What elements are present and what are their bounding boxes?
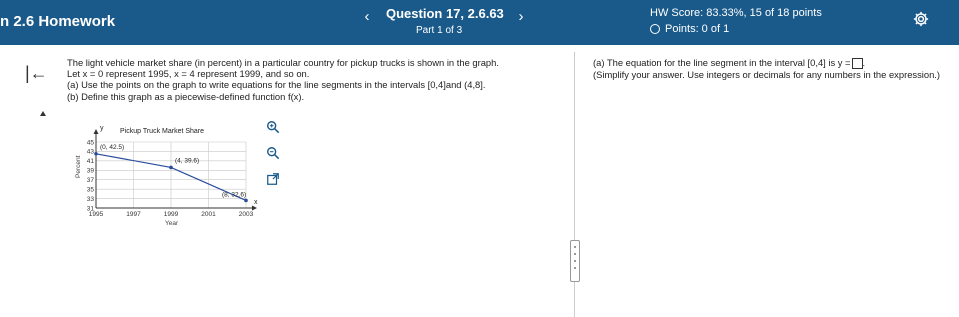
- problem-line-3: (a) Use the points on the graph to write equations for the line segments in the intervals [0,4]and (4,8].: [67, 79, 486, 91]
- x-tick-label: 2003: [238, 211, 254, 218]
- zoom-in-icon[interactable]: [266, 120, 280, 134]
- y-tick-label: 41: [86, 158, 94, 166]
- point-label: (8, 32.6): [222, 191, 247, 199]
- gear-icon[interactable]: [912, 10, 930, 28]
- homework-title: n 2.6 Homework: [0, 13, 116, 30]
- point-label: (0, 42.5): [100, 143, 125, 151]
- problem-text: [67, 57, 567, 102]
- problem-line-2: Let x = 0 represent 1995, x = 4 represent 1999, and so on.: [67, 68, 310, 80]
- points-status: [650, 23, 729, 35]
- y-tick-label: 45: [86, 139, 94, 147]
- zoom-out-icon[interactable]: [266, 146, 280, 160]
- y-axis-variable: y: [100, 125, 104, 132]
- y-axis-label: Percent: [75, 155, 82, 178]
- chart-title: Pickup Truck Market Share: [120, 128, 205, 135]
- points-text: Points: 0 of 1: [665, 23, 730, 35]
- x-axis-variable: x: [254, 199, 258, 206]
- point-label: (4, 39.6): [175, 157, 200, 165]
- back-arrow-icon[interactable]: |←: [25, 63, 48, 83]
- pickup-chart: [74, 118, 264, 230]
- data-point: [94, 152, 98, 156]
- y-tick-label: 33: [86, 195, 94, 203]
- data-point: [244, 199, 248, 203]
- y-axis-arrow: [94, 129, 99, 134]
- answer-line-1: [593, 57, 940, 69]
- y-tick-label: 35: [86, 186, 94, 194]
- hw-score: HW Score: 83.33%, 15 of 18 points: [650, 7, 822, 19]
- answer-period: .: [862, 57, 866, 68]
- panel-resize-handle[interactable]: [570, 240, 580, 282]
- status-circle-icon: [650, 24, 660, 34]
- y-tick-label: 43: [86, 148, 94, 156]
- data-point: [169, 166, 173, 170]
- x-axis-arrow: [252, 206, 257, 211]
- answer-prompt: (a) The equation for the line segment in the interval [0,4] is y =: [593, 57, 851, 68]
- y-tick-label: 31: [86, 205, 94, 213]
- answer-input[interactable]: [852, 58, 863, 69]
- x-tick-label: 1995: [88, 211, 104, 218]
- question-part: Part 1 of 3: [416, 25, 463, 36]
- answer-line-2: (Simplify your answer. Use integers or decimals for any numbers in the expression.): [593, 69, 941, 81]
- x-tick-label: 1997: [126, 211, 141, 218]
- x-tick-label: 2001: [201, 211, 216, 218]
- x-tick-label: 1999: [163, 211, 179, 218]
- problem-line-4: (b) Define this graph as a piecewise-defined function f(x).: [67, 90, 305, 102]
- y-tick-label: 37: [86, 177, 94, 185]
- answer-text: [593, 57, 940, 80]
- next-question-button[interactable]: ›: [518, 8, 524, 25]
- problem-line-1: The light vehicle market share (in percent) in a particular country for pickup trucks is shown in the graph.: [67, 57, 499, 68]
- x-axis-label: Year: [165, 220, 179, 227]
- previous-question-button[interactable]: ‹: [364, 8, 370, 25]
- top-bar: [0, 0, 959, 45]
- y-tick-label: 39: [86, 167, 94, 175]
- popout-icon[interactable]: [266, 172, 280, 186]
- question-title: Question 17, 2.6.63: [386, 6, 504, 21]
- collapse-triangle-icon[interactable]: [40, 111, 46, 116]
